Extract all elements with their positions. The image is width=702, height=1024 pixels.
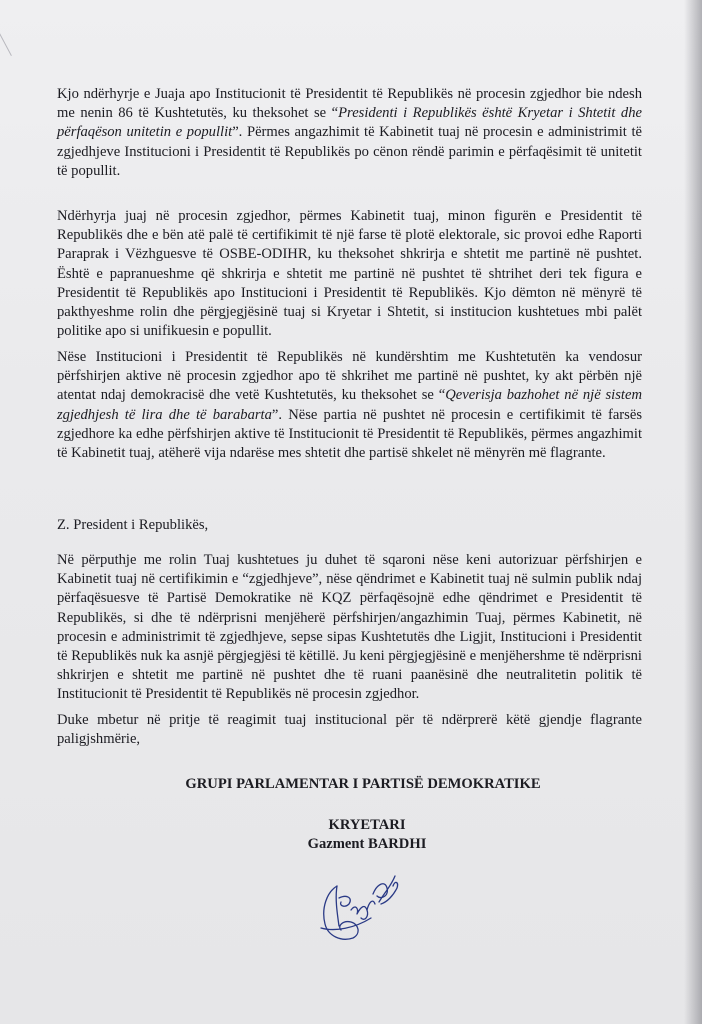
paragraph-1-text-end: ”. Përmes angazhimit të Kabinetit tuaj në procesin e administrimit të zgjedhjeve Institucioni i Presidentit të Republikës po cënon rëndë parimin e përfaqësimit të unitetit të popullit.	[57, 124, 642, 179]
paragraph-1	[57, 85, 642, 181]
paragraph-3-text: Nëse Institucioni i Presidentit të Republikës në kundërshtim me Kushtetutën ka vendosur përfshirjen aktive në procesin zgjedhor apo të shkrihet me partinë në pushtet, ky akt përbën një atentat ndaj demokracisë dhe vetë Kushtetutës, ku theksohet se “	[57, 349, 642, 404]
sender-title: KRYETARI	[328, 817, 406, 833]
paragraph-1-text: Kjo ndërhyrje e Juaja apo Institucionit të Presidentit të Republikës në procesin zgjedhor bie ndesh me nenin 86 të Kushtetutës, ku theksohet se “	[57, 86, 642, 122]
paragraph-3	[57, 348, 642, 463]
page-edge-shadow	[684, 0, 702, 1024]
salutation-text: Z. President i Republikës,	[57, 517, 209, 533]
paragraph-4	[57, 551, 642, 705]
paragraph-5	[57, 711, 642, 749]
sender-group: GRUPI PARLAMENTAR I PARTISË DEMOKRATIKE	[185, 776, 541, 792]
paragraph-2-text: Ndërhyrja juaj në procesin zgjedhor, përmes Kabinetit tuaj, minon figurën e Presidentit të Republikës dhe e bën atë palë të certifikimit të një farse të plotë elektorale, sic provoi edhe Raporti Paraprak i Vëzhguesve të OSBE-ODIHR, ku theksohet shkrirja e shtetit me partinë në pushtet. Është e papranueshme që shkrirja e shtetit me partinë në pushtet të shtrihet deri tek figura e Presidentit të Republikës apo Institucioni i Presidentit të Republikës. Kjo dëmton në mënyrë të pakthyeshme rolin dhe përgjegjësinë tuaj si Kryetar i Shtetit, si institucion kushtetues mbi palët politike apo si unifikuesin e popullit.	[57, 208, 642, 340]
paragraph-3-text-end: ”. Nëse partia në pushtet në procesin e certifikimit të farsës zgjedhore ka edhe përfshirjen aktive të Institucionit të Presidentit të Republikës, përmes angazhimit të Kabinetit tuaj, atëherë vija ndarëse mes shtetit dhe partisë shkelet në mënyrën më flagrante.	[57, 406, 642, 462]
constitution-quote-1: Presidenti i Republikës është Kryetar i Shtetit dhe përfaqëson unitetin e popullit	[57, 105, 642, 141]
paragraph-2	[57, 207, 642, 341]
handwritten-signature	[315, 868, 407, 946]
salutation	[57, 516, 642, 535]
staple-mark	[0, 26, 24, 56]
paragraph-4-text: Në përputhje me rolin Tuaj kushtetues ju duhet të sqaroni nëse keni autorizuar përfshirjen e Kabinetit tuaj në certifikimin e “zgjedhjeve”, nëse qëndrimet e Kabinetit tuaj në sulmin publik ndaj përfaqësuesve të Partisë Demokratike në KQZ përfaqësojnë edhe qëndrimet e Presidentit të Republikës, si dhe të ndërprisni menjëherë përfshirjen/angazhimin Tuaj, përmes Kabinetit, në procesin e administrimit të zgjedhjeve, sepse sipas Kushtetutës dhe Ligjit, Institucioni i Presidentit të Republikës nuk ka asnjë përgjegjësi të këtillë. Ju keni përgjegjësinë e menjëhershme të ndërprisni shkrirjen e shtetit me partinë në pushtet dhe të ruani paanësinë dhe neutralitetin politik të Institucionit të Presidentit të Republikës në procesin zgjedhor.	[57, 552, 642, 703]
sender-name: Gazment BARDHI	[307, 836, 427, 852]
constitution-quote-2: Qeverisja bazhohet në një sistem zgjedhjesh të lira dhe të barabarta	[57, 387, 642, 423]
paragraph-5-text: Duke mbetur në pritje të reagimit tuaj institucional për të ndërprerë këtë gjendje flagrante paligjshmërie,	[57, 712, 642, 748]
